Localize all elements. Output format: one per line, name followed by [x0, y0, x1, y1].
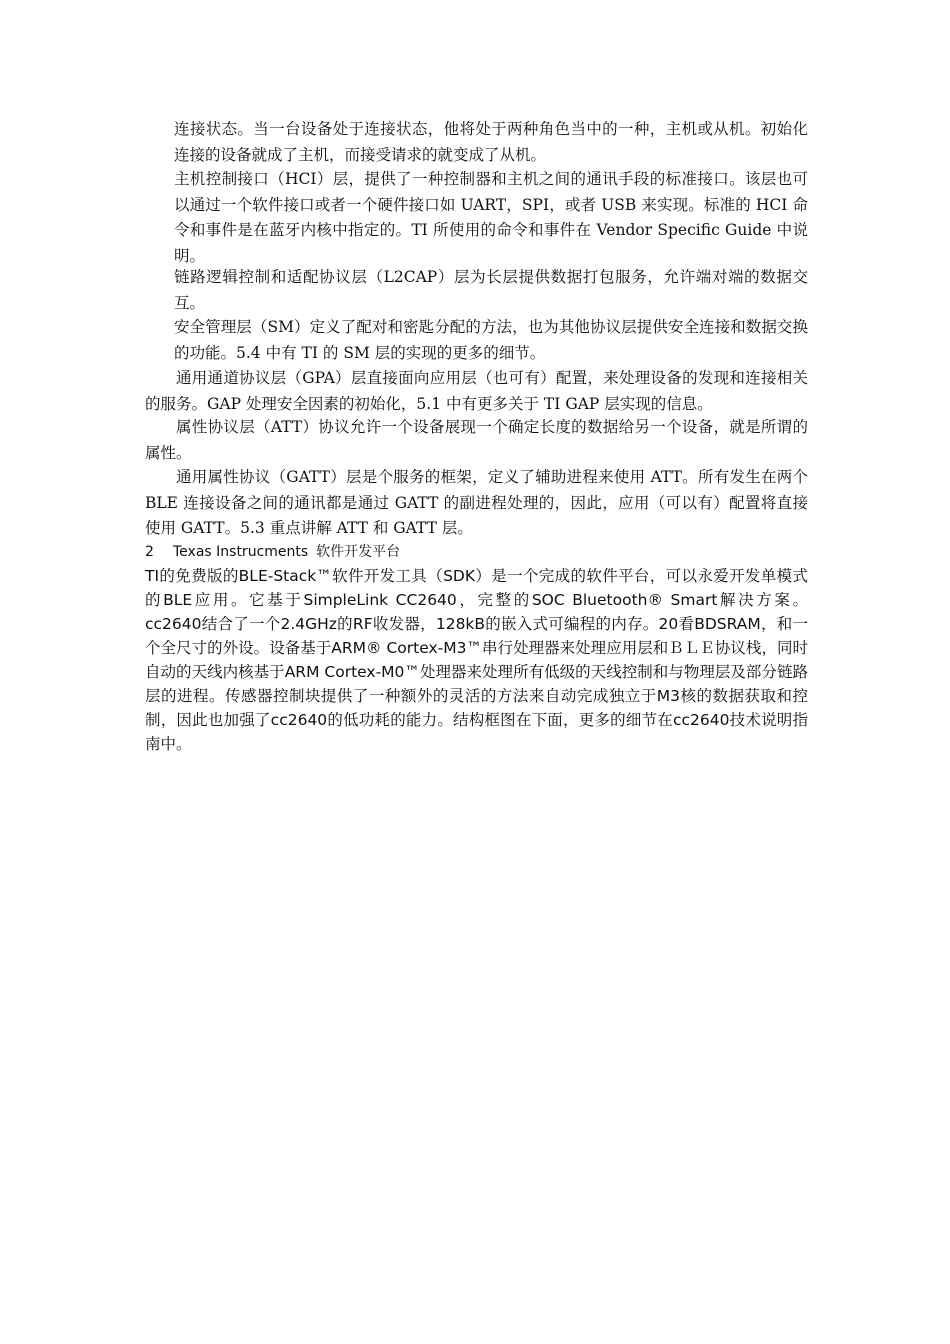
paragraph-connection-state: 连接状态。当一台设备处于连接状态，他将处于两种角色当中的一种，主机或从机。初始化连接的设备就成了主机，而接受请求的就变成了从机。	[174, 120, 808, 164]
paragraph-att: 属性协议层（ATT）协议允许一个设备展现一个确定长度的数据给另一个设备，就是所谓的属性。	[145, 418, 808, 462]
section-heading	[145, 540, 400, 565]
section-title-cjk: 软件开发平台	[316, 544, 401, 560]
paragraph-sm: 安全管理层（SM）定义了配对和密匙分配的方法，也为其他协议层提供安全连接和数据交换的功能。5.4 中有 TI 的 SM 层的实现的更多的细节。	[174, 318, 808, 362]
section-title-en: Texas Instrucments	[173, 544, 309, 560]
paragraph-gatt: 通用属性协议（GATT）层是个服务的框架，定义了辅助进程来使用 ATT。所有发生在两个 BLE 连接设备之间的通讯都是通过 GATT 的副进程处理的，因此，应用（可以有）配置将直接使用 GATT。5.3 重点讲解 ATT 和 GATT 层。	[145, 468, 808, 537]
paragraph-l2cap: 链路逻辑控制和适配协议层（L2CAP）层为长层提供数据打包服务，允许端对端的数据交互。	[174, 268, 808, 312]
paragraph-ti-sdk: TI的免费版的BLE-Stack™软件开发工具（SDK）是一个完成的软件平台，可以永爱开发单模式的BLE应用。它基于SimpleLink CC2640，完整的SOC Bluetooth® Smart解决方案。cc2640结合了一个2.4GHz的RF收发器，128kB的嵌入式可编程的内存。20看BDSRAM，和一个全尺寸的外设。设备基于ARM® Cortex-M3™串行处理器来处理应用层和ＢＬＥ协议栈，同时自动的天线内核基于ARM Cortex-M0™处理器来处理所有低级的天线控制和与物理层及部分链路层的进程。传感器控制块提供了一种额外的灵活的方法来自动完成独立于M3核的数据获取和控制，因此也加强了cc2640的低功耗的能力。结构框图在下面，更多的细节在cc2640技术说明指南中。	[145, 567, 808, 753]
paragraph-hci: 主机控制接口（HCI）层，提供了一种控制器和主机之间的通讯手段的标准接口。该层也可以通过一个软件接口或者一个硬件接口如 UART，SPI，或者 USB 来实现。标准的 HCI 命令和事件是在蓝牙内核中指定的。TI 所使用的命令和事件在 Vendor Specific Guide 中说明。	[174, 170, 808, 265]
paragraph-gap: 通用通道协议层（GPA）层直接面向应用层（也可有）配置，来处理设备的发现和连接相关的服务。GAP 处理安全因素的初始化，5.1 中有更多关于 TI GAP 层实现的信息。	[145, 369, 808, 413]
section-number: 2	[145, 544, 154, 560]
